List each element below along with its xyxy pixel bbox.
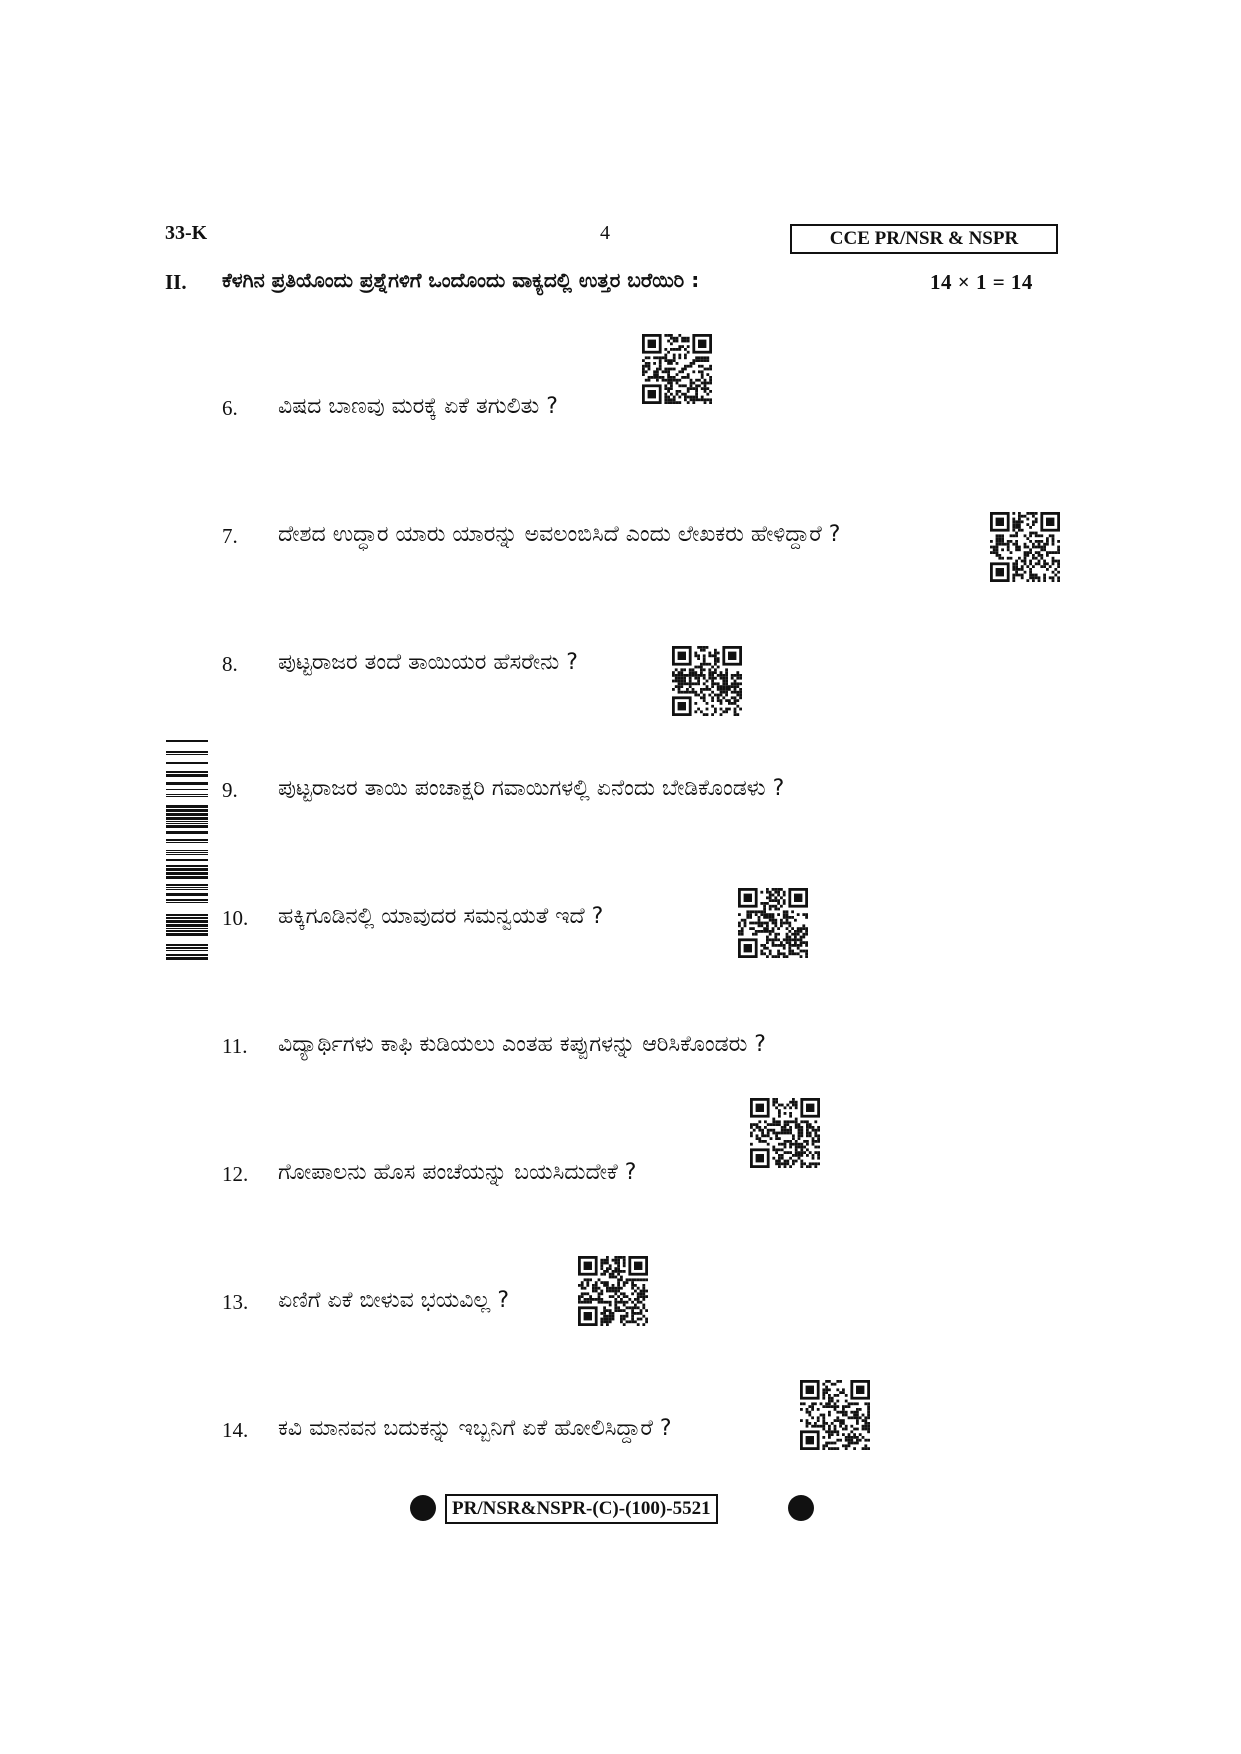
question-number: 7. xyxy=(222,524,238,548)
question-number: 9. xyxy=(222,778,238,802)
question-text: ಏಣಿಗೆ ಏಕೆ ಬೀಳುವ ಭಯವಿಲ್ಲ ? xyxy=(278,1288,510,1313)
qr-code-icon[interactable] xyxy=(578,1256,648,1326)
section-marks: 14 × 1 = 14 xyxy=(930,270,1033,294)
question-text: ವಿದ್ಯಾರ್ಥಿಗಳು ಕಾಫಿ ಕುಡಿಯಲು ಎಂತಹ ಕಪ್ಪುಗಳನ್ನು ಆರಿಸಿಕೊಂಡರು ? xyxy=(278,1032,766,1057)
section-instruction: ಕೆಳಗಿನ ಪ್ರತಿಯೊಂದು ಪ್ರಶ್ನೆಗಳಿಗೆ ಒಂದೊಂದು ವಾಕ್ಯದಲ್ಲಿ ಉತ್ತರ ಬರೆಯಿರಿ : xyxy=(222,268,700,292)
question-text: ಹಕ್ಕಿಗೂಡಿನಲ್ಲಿ ಯಾವುದರ ಸಮನ್ವಯತೆ ಇದೆ ? xyxy=(278,904,604,929)
question-text: ದೇಶದ ಉದ್ಧಾರ ಯಾರು ಯಾರನ್ನು ಅವಲಂಬಿಸಿದೆ ಎಂದು ಲೇಖಕರು ಹೇಳಿದ್ದಾರೆ ? xyxy=(278,522,841,547)
question-number: 14. xyxy=(222,1418,249,1442)
footer-code: PR/NSR&NSPR-(C)-(100)-5521 xyxy=(445,1494,718,1524)
question-text: ವಿಷದ ಬಾಣವು ಮರಕ್ಕೆ ಏಕೆ ತಗುಲಿತು ? xyxy=(278,394,558,419)
question-number: 12. xyxy=(222,1162,249,1186)
page-number: 4 xyxy=(600,222,610,244)
question-number: 11. xyxy=(222,1034,248,1058)
qr-code-icon[interactable] xyxy=(990,512,1060,582)
footer-dot-left xyxy=(410,1495,436,1521)
question-text: ಪುಟ್ಟರಾಜರ ತಾಯಿ ಪಂಚಾಕ್ಷರಿ ಗವಾಯಿಗಳಲ್ಲಿ ಏನೆಂದು ಬೇಡಿಕೊಂಡಳು ? xyxy=(278,776,785,801)
footer-dot-right xyxy=(788,1495,814,1521)
qr-code-icon[interactable] xyxy=(642,334,712,404)
qr-code-icon[interactable] xyxy=(800,1380,870,1450)
subject-code: 33-K xyxy=(165,222,208,244)
question-number: 10. xyxy=(222,906,249,930)
qr-code-icon[interactable] xyxy=(738,888,808,958)
qr-code-icon[interactable] xyxy=(672,646,742,716)
question-number: 8. xyxy=(222,652,238,676)
question-text: ಗೋಪಾಲನು ಹೊಸ ಪಂಚೆಯನ್ನು ಬಯಸಿದುದೇಕೆ ? xyxy=(278,1160,637,1185)
question-number: 13. xyxy=(222,1290,249,1314)
question-number: 6. xyxy=(222,396,238,420)
barcode-icon xyxy=(166,740,208,960)
exam-code: CCE PR/NSR & NSPR xyxy=(790,224,1058,254)
question-text: ಪುಟ್ಟರಾಜರ ತಂದೆ ತಾಯಿಯರ ಹೆಸರೇನು ? xyxy=(278,650,578,675)
section-number: II. xyxy=(165,270,187,294)
qr-code-icon[interactable] xyxy=(750,1098,820,1168)
question-text: ಕವಿ ಮಾನವನ ಬದುಕನ್ನು ಇಬ್ಬನಿಗೆ ಏಕೆ ಹೋಲಿಸಿದ್ದಾರೆ ? xyxy=(278,1416,672,1441)
